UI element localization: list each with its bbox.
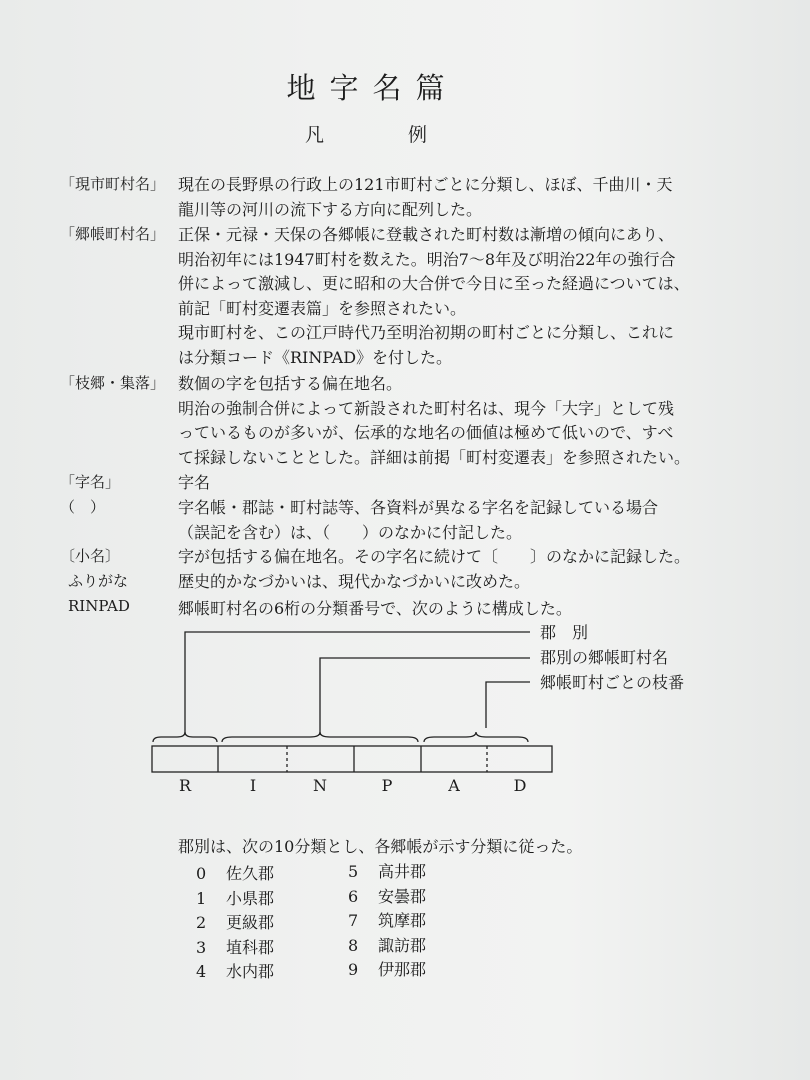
- gun-item: 3 埴科郡: [196, 937, 275, 957]
- entry-term: RINPAD: [68, 597, 130, 615]
- entry-line: っているものが多いが、伝承的な地名の価値は極めて低いので、すべ: [178, 423, 674, 442]
- code-letter-n: N: [313, 776, 327, 795]
- brace-ad: [424, 732, 528, 742]
- leader-line-gocho: [320, 658, 530, 735]
- code-letter-i: I: [249, 776, 257, 795]
- code-box: [152, 746, 552, 772]
- entry-term: （ ）: [60, 498, 106, 516]
- gun-item: 4 水内郡: [196, 962, 275, 981]
- entry-line: 明治初年には1947町村を数えた。明治7〜8年及び明治22年の強行合: [178, 249, 676, 269]
- diagram-label-gocho: 郡別の郷帳町村名: [540, 648, 669, 667]
- entry-line: 正保・元禄・天保の各郷帳に登載された町村数は漸増の傾向にあり、: [178, 225, 675, 244]
- entry-line: 数個の字を包括する偏在地名。: [178, 374, 403, 393]
- gun-item: 0 佐久郡: [196, 864, 275, 883]
- entry-line: （誤記を含む）は、（ ）のなかに付記した。: [178, 522, 523, 542]
- entry-line: は分類コード《RINPAD》を付した。: [178, 347, 453, 367]
- entry-line: 字名: [178, 473, 211, 492]
- gun-item: 9 伊那郡: [348, 960, 427, 979]
- brace-r: [153, 732, 217, 742]
- subtitle-char-2: 例: [408, 124, 428, 146]
- code-letter-r: R: [178, 776, 192, 795]
- entry-line: 現在の長野県の行政上の121市町村ごとに分類し、ほぼ、千曲川・天: [178, 175, 673, 194]
- entry-line: 字が包括する偏在地名。その字名に続けて〔 〕のなかに記録した。: [178, 547, 691, 566]
- gun-list-left: [196, 862, 274, 985]
- subtitle-char-1: 凡: [305, 124, 325, 146]
- page-title: 地字名篇: [286, 71, 459, 105]
- code-letter-d: D: [513, 776, 527, 795]
- entry-term: ふりがな: [68, 572, 129, 590]
- entry-term: 「枝郷・集落」: [60, 374, 166, 392]
- gun-item: 1 小県郡: [196, 888, 275, 908]
- entry-line: て採録しないこととした。詳細は前掲「町村変遷表」を参照されたい。: [178, 447, 691, 467]
- entry-term: 「郷帳町村名」: [60, 225, 166, 243]
- entry-term: 「現市町村名」: [60, 175, 166, 193]
- entry-line: 龍川等の河川の流下する方向に配列した。: [178, 199, 483, 219]
- diagram-label-gun: 郡 別: [540, 623, 589, 642]
- gun-list-right: [348, 860, 426, 983]
- code-letter-a: A: [448, 776, 460, 795]
- leader-line-edaban: [486, 682, 530, 728]
- code-letter-p: P: [381, 776, 393, 795]
- gun-item: 6 安曇郡: [348, 886, 427, 906]
- entry-line: 前記「町村変遷表篇」を参照されたい。: [178, 298, 467, 318]
- entry-line: 郷帳町村名の6桁の分類番号で、次のように構成した。: [178, 599, 572, 618]
- entry-term: 「字名」: [60, 473, 121, 491]
- entry-term: 〔小名〕: [60, 547, 121, 565]
- entry-line: 明治の強制合併によって新設された町村名は、現今「大字」として残: [178, 398, 675, 418]
- gun-item: 5 高井郡: [348, 862, 427, 881]
- entry-line: 字名帳・郡誌・町村誌等、各資料が異なる字名を記録している場合: [178, 498, 659, 517]
- gun-item: 7 筑摩郡: [348, 911, 427, 930]
- gun-intro: 郡別は、次の10分類とし、各郷帳が示す分類に従った。: [178, 837, 583, 856]
- diagram-label-edaban: 郷帳町村ごとの枝番: [540, 673, 685, 692]
- entry-line: 現市町村を、この江戸時代乃至明治初期の町村ごとに分類し、これに: [178, 323, 675, 342]
- gun-item: 2 更級郡: [196, 913, 275, 932]
- gun-item: 8 諏訪郡: [348, 935, 427, 955]
- leader-line-gun: [185, 632, 530, 735]
- entry-line: 歴史的かなづかいは、現代かなづかいに改めた。: [178, 572, 531, 591]
- entry-line: 併によって激減し、更に昭和の大合併で今日に至った経過については、: [178, 274, 690, 293]
- brace-inp: [222, 732, 418, 742]
